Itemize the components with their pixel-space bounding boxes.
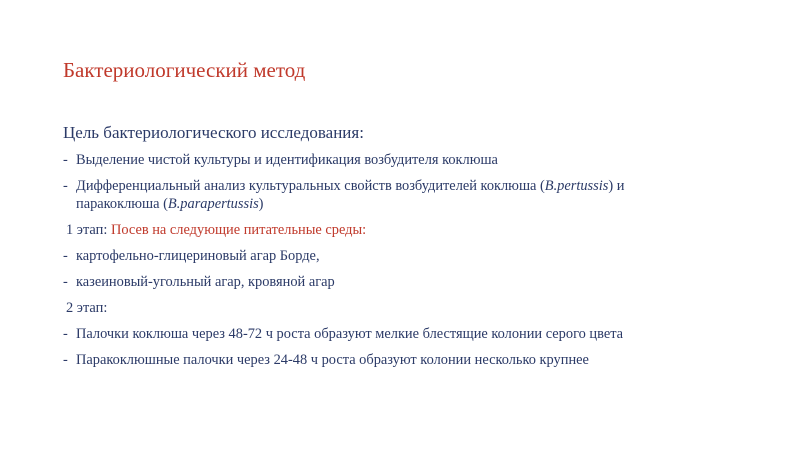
- parapertussis-name: B.parapertussis: [167, 196, 259, 212]
- differential-prefix: Дифференциальный анализ культуральных свойств возбудителей коклюша (: [76, 178, 545, 194]
- stage-1-item: [63, 247, 753, 265]
- slide-content: [63, 121, 753, 377]
- pertussis-name: B.pertussis: [544, 178, 609, 194]
- stage-1: [63, 221, 753, 239]
- bullet-dash: -: [63, 248, 68, 264]
- parapertussis-suffix: ): [258, 196, 264, 212]
- stage-1-label: 1 этап:: [66, 222, 111, 238]
- bullet-dash: -: [63, 326, 68, 342]
- bullet-dash: -: [63, 274, 68, 290]
- stage-2-item-text: Палочки коклюша через 48-72 ч роста образуют мелкие блестящие колонии серого цвета: [76, 326, 624, 342]
- purpose-item-text: Выделение чистой культуры и идентификация возбудителя коклюша: [76, 152, 498, 168]
- stage-2: [63, 299, 753, 317]
- bullet-dash: -: [63, 178, 68, 194]
- purpose-heading: Цель бактериологического исследования:: [63, 123, 364, 142]
- stage-1-text: Посев на следующие питательные среды:: [110, 222, 367, 238]
- parapertussis-prefix: паракоклюша (: [76, 196, 168, 212]
- stage-2-item-text: Паракоклюшные палочки через 24-48 ч роста образуют колонии несколько крупнее: [76, 352, 589, 368]
- bullet-dash: -: [63, 352, 68, 368]
- stage-1-item: [63, 273, 753, 291]
- stage-2-item: [63, 351, 753, 369]
- stage-2-item: [63, 325, 753, 343]
- purpose-item: [63, 151, 753, 169]
- stage-2-label: 2 этап:: [66, 300, 108, 316]
- differential-suffix: ) и: [608, 178, 625, 194]
- slide-title: Бактериологический метод: [63, 58, 306, 82]
- stage-1-item-text: картофельно-глицериновый агар Борде,: [76, 248, 320, 264]
- bullet-dash: -: [63, 152, 68, 168]
- differential-line-1: [76, 177, 753, 195]
- differential-line-2: [76, 195, 753, 213]
- differential-item: [63, 177, 753, 213]
- stage-1-item-text: казеиновый-угольный агар, кровяной агар: [76, 274, 335, 290]
